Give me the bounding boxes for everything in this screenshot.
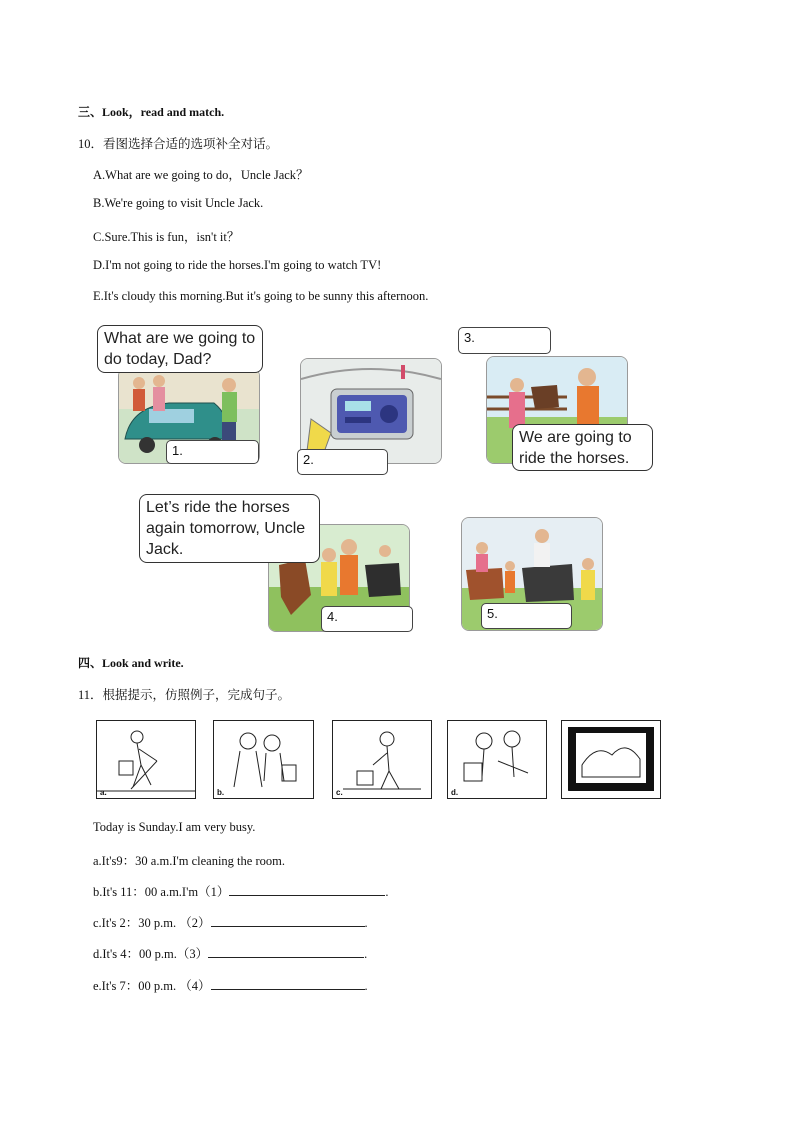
section3-instruction: 10．看图选择合适的选项补全对话。 xyxy=(78,137,279,151)
answer-box-5-label: 5. xyxy=(487,606,498,621)
line-b: b.It's 11：00 a.m.I'm（1） . xyxy=(93,885,389,899)
line-d-text: d.It's 4：00 p.m.（3） xyxy=(93,947,209,961)
speech-bubble-3 xyxy=(512,424,653,471)
answer-box-3-label: 3. xyxy=(464,330,475,345)
speech-bubble-3-text: We are going to ride the horses. xyxy=(519,429,632,467)
answer-box-2-label: 2. xyxy=(303,452,314,467)
section4-heading: 四、Look and write. xyxy=(78,656,184,670)
answer-box-3[interactable] xyxy=(458,327,551,354)
answer-box-2[interactable] xyxy=(297,449,388,475)
answer-box-5[interactable] xyxy=(481,603,572,629)
blank-3[interactable] xyxy=(208,945,364,958)
speech-bubble-1-text: What are we going to do today, Dad? xyxy=(104,330,256,368)
speech-bubble-1 xyxy=(97,325,263,373)
option-a: A.What are we going to do，Uncle Jack？ xyxy=(93,168,309,182)
speech-bubble-4 xyxy=(139,494,320,563)
cleaning-sketch xyxy=(97,721,195,798)
example-line-a: a.It's9：30 a.m.I'm cleaning the room. xyxy=(93,854,285,868)
line-d: d.It's 4：00 p.m.（3） . xyxy=(93,947,368,961)
picture-c-cooking xyxy=(332,720,432,799)
picture-b-label: b. xyxy=(217,788,225,797)
option-e: E.It's cloudy this morning.But it's going to be sunny this afternoon. xyxy=(93,289,429,303)
intro-sentence: Today is Sunday.I am very busy. xyxy=(93,820,256,834)
blank-1[interactable] xyxy=(229,883,385,896)
picture-b-visiting xyxy=(213,720,314,799)
answer-box-4[interactable] xyxy=(321,606,413,632)
cooking-sketch xyxy=(333,721,431,798)
picture-c-label: c. xyxy=(336,788,343,797)
line-b-text: b.It's 11：00 a.m.I'm（1） xyxy=(93,885,230,899)
answer-box-4-label: 4. xyxy=(327,609,338,624)
car-radio-illustration xyxy=(301,359,441,463)
option-b: B.We're going to visit Uncle Jack. xyxy=(93,196,264,210)
tv-sketch xyxy=(562,721,660,798)
option-c: C.Sure.This is fun，isn't it？ xyxy=(93,230,240,244)
picture-a-label: a. xyxy=(100,788,107,797)
playing-sketch xyxy=(448,721,546,798)
blank-2[interactable] xyxy=(211,914,365,927)
blank-4[interactable] xyxy=(211,977,365,990)
visiting-sketch xyxy=(214,721,313,798)
picture-d-playing xyxy=(447,720,547,799)
line-c: c.It's 2：30 p.m. （2） . xyxy=(93,916,368,930)
picture-e-tv xyxy=(561,720,661,799)
section3-heading: 三、Look，read and match. xyxy=(78,105,225,119)
line-e: e.It's 7：00 p.m. （4） . xyxy=(93,979,368,993)
picture-e-label: e. xyxy=(565,788,572,797)
speech-bubble-4-text: Let’s ride the horses again tomorrow, Uncle Jack. xyxy=(146,499,306,558)
section4-instruction: 11．根据提示，仿照例子，完成句子。 xyxy=(78,688,291,702)
line-e-text: e.It's 7：00 p.m. （4） xyxy=(93,979,211,993)
option-d: D.I'm not going to ride the horses.I'm going to watch TV! xyxy=(93,258,382,272)
picture-d-label: d. xyxy=(451,788,459,797)
picture-a-cleaning xyxy=(96,720,196,799)
answer-box-1-label: 1. xyxy=(172,443,183,458)
line-c-text: c.It's 2：30 p.m. （2） xyxy=(93,916,211,930)
answer-box-1[interactable] xyxy=(166,440,259,464)
